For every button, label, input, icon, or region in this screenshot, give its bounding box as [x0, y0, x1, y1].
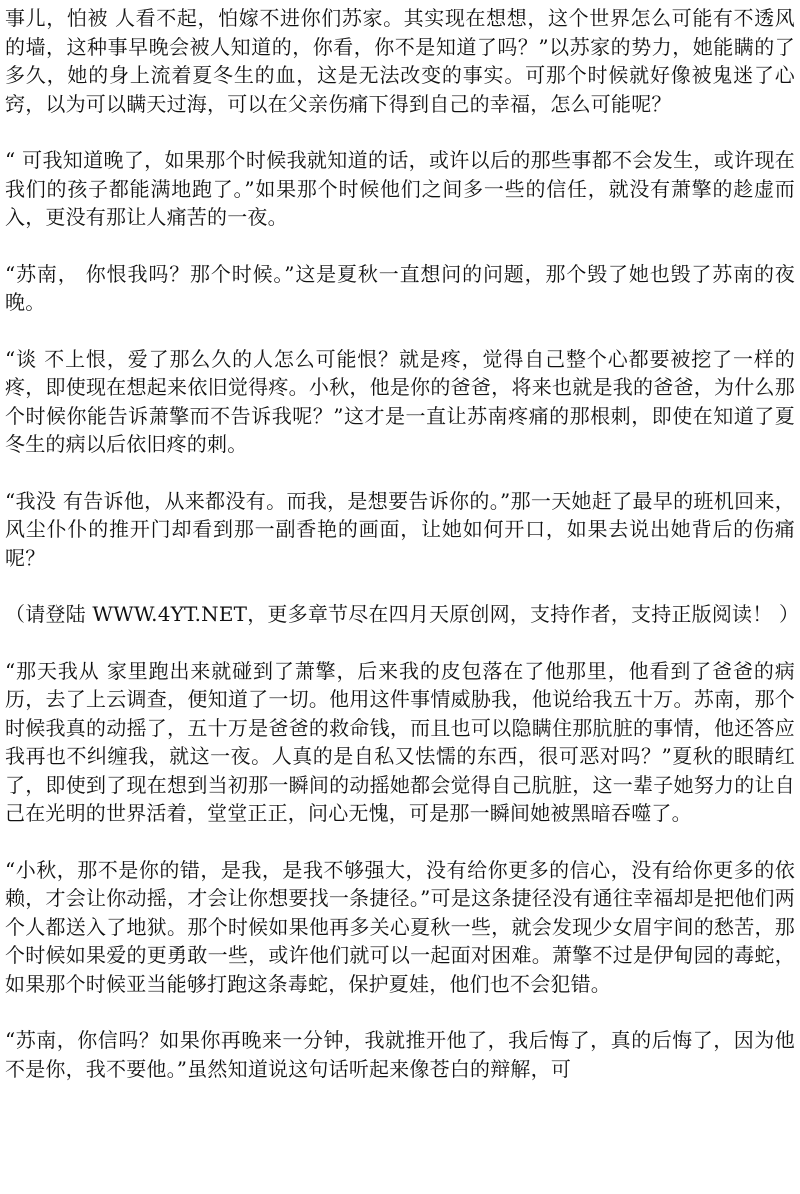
document-page: [5, 4, 800, 1111]
paragraph-1: 事儿，怕被 人看不起，怕嫁不进你们苏家。其实现在想想，这个世界怎么可能有不透风的墙，这种事早晚会被人知道的，你看，你不是知道了吗？”以苏家的势力，她能瞒的了多久，她的身上流着夏冬生的血，这是无法改变的事实。可那个时候就好像被鬼迷了心窍，以为可以瞒天过海，可以在父亲伤痛下得到自己的幸福，怎么可能呢？: [5, 6, 795, 116]
site-notice: （请登陆 WWW.4YT.NET，更多章节尽在四月天原创网，支持作者，支持正版阅读！ ）: [5, 602, 800, 626]
paragraph-8: “苏南，你信吗？如果你再晚来一分钟，我就推开他了，我后悔了，真的后悔了，因为他不是你，我不要他。”虽然知道说这句话听起来像苍白的辩解，可: [5, 1028, 795, 1081]
paragraph-2: “ 可我知道晚了，如果那个时候我就知道的话，或许以后的那些事都不会发生，或许现在我们的孩子都能满地跑了。”如果那个时候他们之间多一些的信任，就没有萧擎的趁虚而入，更没有那让人痛苦的一夜。: [5, 148, 795, 229]
paragraph-5: “我没 有告诉他，从来都没有。而我，是想要告诉你的。”那一天她赶了最早的班机回来，风尘仆仆的推开门却看到那一副香艳的画面，让她如何开口，如果去说出她背后的伤痛呢？: [5, 488, 795, 570]
paragraph-7: “小秋，那不是你的错，是我，是我不够强大，没有给你更多的信心，没有给你更多的依赖，才会让你动摇，才会让你想要找一条捷径。”可是这条捷径没有通往幸福却是把他们两个人都送入了地狱。那个时候如果他再多关心夏秋一些，就会发现少女眉宇间的愁苦，那个时候如果爱的更勇敢一些，或许他们就可以一起面对困难。萧擎不过是伊甸园的毒蛇，如果那个时候亚当能够打跑这条毒蛇，保护夏娃，他们也不会犯错。: [5, 857, 795, 996]
paragraph-4: “谈 不上恨，爱了那么久的人怎么可能恨？就是疼，觉得自己整个心都要被挖了一样的疼，即使现在想起来依旧觉得疼。小秋，他是你的爸爸，将来也就是我的爸爸，为什么那个时候你能告诉萧擎而不告诉我呢？”这才是一直让苏南疼痛的那根刺，即使在知道了夏冬生的病以后依旧疼的刺。: [5, 346, 795, 456]
paragraph-3: “苏南， 你恨我吗？那个时候。”这是夏秋一直想问的问题，那个毁了她也毁了苏南的夜晚。: [5, 261, 795, 314]
paragraph-6: “那天我从 家里跑出来就碰到了萧擎，后来我的皮包落在了他那里，他看到了爸爸的病历，去了上云调查，便知道了一切。他用这件事情威胁我，他说给我五十万。苏南，那个时候我真的动摇了，五十万是爸爸的救命钱，而且也可以隐瞒住那肮脏的事情，他还答应我再也不纠缠我，就这一夜。人真的是自私又怯懦的东西，很可恶对吗？”夏秋的眼睛红了，即使到了现在想到当初那一瞬间的动摇她都会觉得自己肮脏，这一辈子她努力的让自己在光明的世界活着，堂堂正正，问心无愧，可是那一瞬间她被黑暗吞噬了。: [5, 658, 795, 825]
